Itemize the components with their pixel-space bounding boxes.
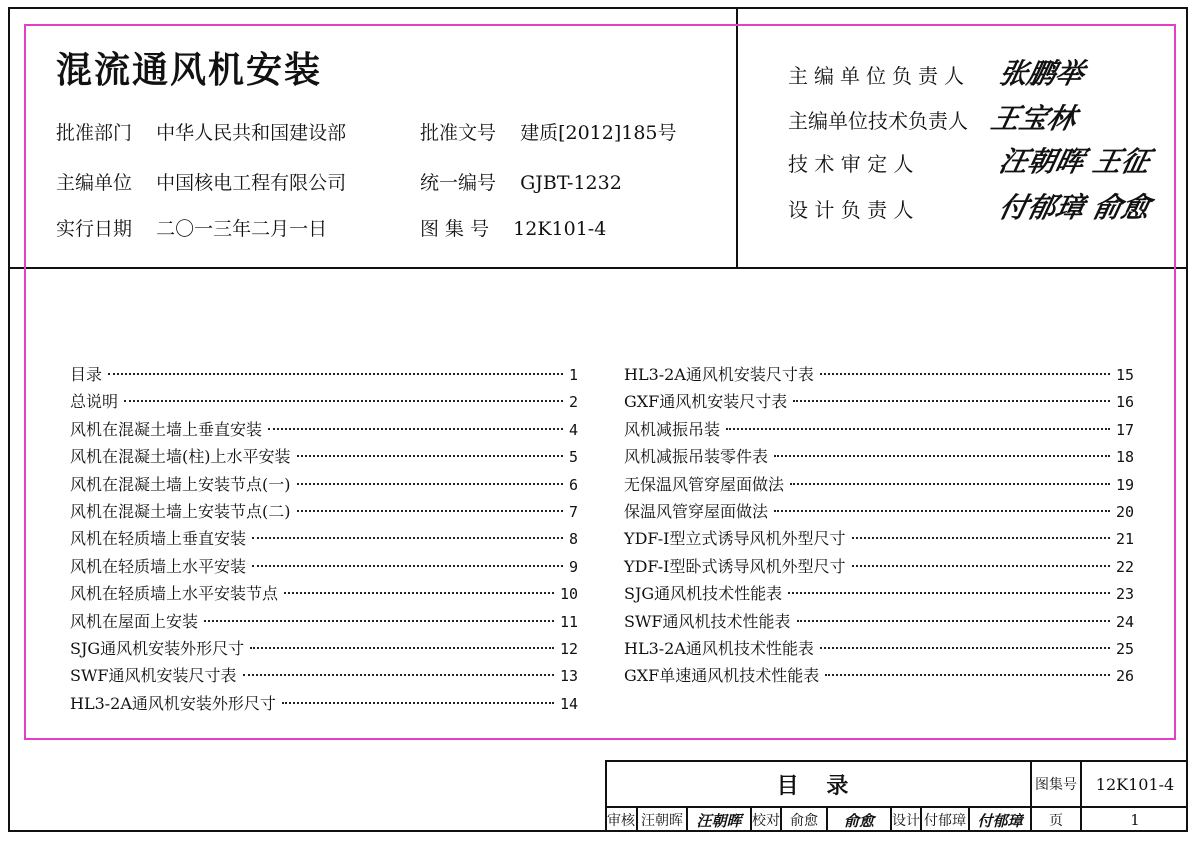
toc-entry-title: HL3-2A通风机安装尺寸表 xyxy=(624,365,814,384)
approval-doc-value: 建质[2012]185号 xyxy=(520,122,677,144)
toc-entry-page: 14 xyxy=(559,694,578,713)
effective-date-value: 二〇一三年二月一日 xyxy=(156,218,328,240)
design-name: 付郁璋 xyxy=(924,813,966,829)
toc-entry-page: 22 xyxy=(1115,557,1134,576)
page-label: 页 xyxy=(1049,813,1063,829)
chief-unit-responsible-label: 主编单位负责人 xyxy=(788,64,970,88)
toc-entry-page: 4 xyxy=(568,420,578,439)
toc-entry-title: 风机在屋面上安装 xyxy=(70,611,199,631)
toc-entry-page: 23 xyxy=(1115,585,1134,604)
approval-doc-label: 批准文号 xyxy=(420,122,497,144)
toc-entry-page: 7 xyxy=(568,503,578,521)
toc-entry-page: 24 xyxy=(1115,612,1134,631)
toc-entry[interactable] xyxy=(70,581,578,608)
toc-entry[interactable] xyxy=(70,663,578,690)
toc-leader-dots xyxy=(252,565,563,567)
toc-entry-title: 总说明 xyxy=(70,392,119,412)
toc-leader-dots xyxy=(825,674,1110,676)
toc-leader-dots xyxy=(820,647,1110,649)
toc-entry-title: GXF通风机安装尺寸表 xyxy=(624,392,788,412)
toc-entry[interactable] xyxy=(624,444,1134,471)
toc-entry[interactable] xyxy=(70,609,578,636)
unified-no-label: 统一编号 xyxy=(420,172,497,194)
toc-entry-title: 风机在混凝土墙上垂直安装 xyxy=(70,419,263,439)
toc-entry-title: 目录 xyxy=(70,365,103,384)
toc-leader-dots xyxy=(297,510,563,512)
toc-entry-title: 风机减振吊装 xyxy=(624,419,721,439)
toc-leader-dots xyxy=(252,537,563,539)
check-label: 校对 xyxy=(752,813,780,829)
toc-entry-page: 18 xyxy=(1115,448,1134,467)
toc-leader-dots xyxy=(297,455,563,457)
approval-dept-label: 批准部门 xyxy=(56,122,133,144)
toc-entry-page: 8 xyxy=(568,530,578,549)
toc-leader-dots xyxy=(797,620,1110,622)
chief-unit-value: 中国核电工程有限公司 xyxy=(156,172,347,194)
design-responsible-label: 设 计 负 责 人 xyxy=(788,198,914,222)
toc-entry-title: 风机减振吊装零件表 xyxy=(624,447,769,467)
review-label: 审核 xyxy=(607,813,635,829)
toc-entry-page: 19 xyxy=(1115,475,1134,494)
toc-entry-title: SWF通风机技术性能表 xyxy=(624,611,791,631)
review-signature: 汪朝晖 xyxy=(696,811,742,830)
signature-chief-unit-responsible: 张鹏举 xyxy=(996,57,1088,90)
toc-entry-page: 21 xyxy=(1115,530,1134,549)
toc-entry[interactable] xyxy=(624,499,1134,526)
toc-entry-title: YDF-I型卧式诱导风机外型尺寸 xyxy=(624,556,846,576)
toc-entry-title: GXF单速通风机技术性能表 xyxy=(624,666,820,686)
toc-entry-title: HL3-2A通风机技术性能表 xyxy=(624,639,814,658)
page-value: 1 xyxy=(1130,811,1140,829)
atlas-title: 混流通风机安装 xyxy=(56,50,323,91)
toc-entry-title: 保温风管穿屋面做法 xyxy=(624,502,769,521)
toc-entry[interactable] xyxy=(70,389,578,416)
toc-entry-title: 无保温风管穿屋面做法 xyxy=(624,474,785,494)
design-label: 设计 xyxy=(892,813,920,829)
toc-entry-page: 2 xyxy=(568,393,578,412)
toc-entry-page: 26 xyxy=(1115,667,1134,686)
toc-entry-title: HL3-2A通风机安装外形尺寸 xyxy=(70,693,276,713)
toc-entry-page: 1 xyxy=(568,366,578,384)
toc-entry[interactable] xyxy=(70,636,578,663)
signature-technical-reviewer: 汪朝晖 王征 xyxy=(996,145,1153,178)
drawing-title: 目 录 xyxy=(776,772,859,799)
signature-chief-unit-tech-responsible: 王宝林 xyxy=(988,102,1080,135)
toc-entry[interactable] xyxy=(624,636,1134,663)
toc-entry-page: 20 xyxy=(1115,503,1134,521)
chief-unit-tech-responsible-label: 主编单位技术负责人 xyxy=(788,109,968,133)
toc-entry-page: 17 xyxy=(1115,420,1134,439)
toc-entry[interactable] xyxy=(70,472,578,499)
effective-date-label: 实行日期 xyxy=(56,218,133,240)
toc-entry-title: SWF通风机安装尺寸表 xyxy=(70,666,237,686)
toc-entry[interactable] xyxy=(70,444,578,471)
toc-entry[interactable] xyxy=(70,499,578,526)
toc-entry-title: SJG通风机技术性能表 xyxy=(624,584,783,604)
toc-entry-page: 5 xyxy=(568,448,578,467)
toc-entry[interactable] xyxy=(624,609,1134,636)
signature-design-responsible: 付郁璋 俞愈 xyxy=(996,191,1153,224)
toc-entry-title: 风机在混凝土墙(柱)上水平安装 xyxy=(70,447,291,467)
atlas-number-label: 图 集 号 xyxy=(420,218,490,240)
toc-entry-page: 16 xyxy=(1115,393,1134,412)
toc-entry-page: 9 xyxy=(568,557,578,576)
toc-leader-dots xyxy=(204,620,554,622)
toc-entry[interactable] xyxy=(624,581,1134,608)
toc-leader-dots xyxy=(250,647,554,649)
toc-entry[interactable] xyxy=(624,554,1134,581)
toc-entry-page: 11 xyxy=(559,612,578,631)
chief-unit-label: 主编单位 xyxy=(56,172,133,194)
toc-leader-dots xyxy=(268,428,563,430)
toc-leader-dots xyxy=(282,702,554,704)
toc-entry[interactable] xyxy=(70,526,578,553)
check-name: 俞愈 xyxy=(790,813,818,829)
toc-leader-dots xyxy=(124,400,563,402)
toc-entry-title: 风机在轻质墙上垂直安装 xyxy=(70,529,247,549)
toc-leader-dots xyxy=(774,455,1110,457)
unified-no-value: GJBT-1232 xyxy=(520,172,622,194)
toc-leader-dots xyxy=(774,510,1110,512)
toc-entry[interactable] xyxy=(70,417,578,444)
toc-leader-dots xyxy=(820,373,1110,375)
atlas-number-value: 12K101-4 xyxy=(513,218,607,240)
toc-entry[interactable] xyxy=(624,362,1134,389)
toc-entry-page: 15 xyxy=(1115,366,1134,384)
toc-entry-title: 风机在轻质墙上水平安装节点 xyxy=(70,584,279,604)
toc-leader-dots xyxy=(790,483,1110,485)
toc-entry-page: 12 xyxy=(559,640,578,658)
toc-entry-page: 13 xyxy=(559,667,578,686)
toc-entry-title: 风机在轻质墙上水平安装 xyxy=(70,556,247,576)
approval-dept-value: 中华人民共和国建设部 xyxy=(156,122,347,144)
toc-entry[interactable] xyxy=(70,691,578,718)
toc-entry-page: 25 xyxy=(1115,640,1134,658)
technical-reviewer-label: 技 术 审 定 人 xyxy=(788,152,914,176)
toc-entry-title: YDF-I型立式诱导风机外型尺寸 xyxy=(624,529,846,549)
toc-leader-dots xyxy=(108,373,563,375)
toc-leader-dots xyxy=(852,537,1110,539)
toc-entry[interactable] xyxy=(624,472,1134,499)
toc-leader-dots xyxy=(852,565,1110,567)
toc-entry-page: 6 xyxy=(568,475,578,494)
design-signature: 付郁璋 xyxy=(977,811,1023,830)
title-block-atlas-label: 图集号 xyxy=(1035,777,1077,793)
toc-entry-title: 风机在混凝土墙上安装节点(一) xyxy=(70,474,291,494)
toc-entry[interactable] xyxy=(624,526,1134,553)
toc-leader-dots xyxy=(297,483,563,485)
toc-leader-dots xyxy=(793,400,1110,402)
toc-entry[interactable] xyxy=(624,663,1134,690)
title-block-atlas-value: 12K101-4 xyxy=(1095,774,1175,794)
toc-entry-title: 风机在混凝土墙上安装节点(二) xyxy=(70,502,291,521)
toc-leader-dots xyxy=(788,592,1110,594)
check-signature: 俞愈 xyxy=(843,811,874,830)
toc-entry[interactable] xyxy=(70,554,578,581)
toc-leader-dots xyxy=(726,428,1110,430)
toc-leader-dots xyxy=(284,592,554,594)
toc-entry-page: 10 xyxy=(559,585,578,604)
review-name: 汪朝晖 xyxy=(641,813,683,829)
toc-entry[interactable] xyxy=(624,389,1134,416)
toc-entry[interactable] xyxy=(624,417,1134,444)
toc-entry[interactable] xyxy=(70,362,578,389)
toc-leader-dots xyxy=(243,674,554,676)
toc-entry-title: SJG通风机安装外形尺寸 xyxy=(70,639,245,658)
